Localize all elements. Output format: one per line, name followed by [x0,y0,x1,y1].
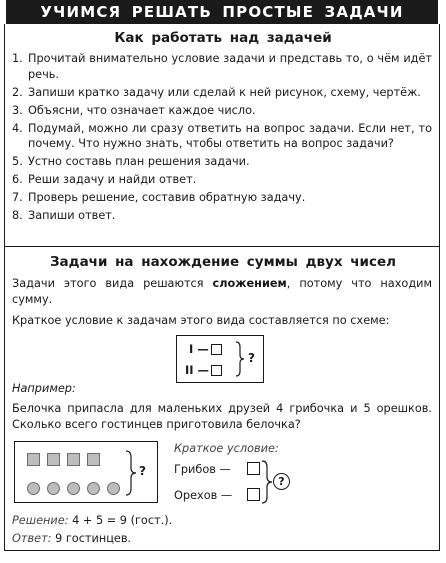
brace-icon [261,460,273,504]
empty-square [211,365,222,376]
mushroom-square [27,453,40,466]
empty-square [247,462,260,475]
list-item: 2. Запиши кратко задачу или сделай к ней рисунок, схему, чертёж. [12,85,421,99]
nut-circle [67,482,80,495]
schema-row-1: I — [189,342,222,356]
steps-list [12,51,432,226]
list-item: 3. Объясни, что означает каждое число. [12,103,256,117]
nut-circle [107,482,120,495]
page-title: УЧИМСЯ РЕШАТЬ ПРОСТЫЕ ЗАДАЧИ [6,0,438,24]
section-divider [5,246,439,247]
list-item: 7. Проверь решение, составив обратную задачу. [12,191,306,205]
list-item: 4. Подумай, можно ли сразу ответить на вопрос задачи. Если нет, то почему. Что нужно знать, чтобы ответить на вопрос задачи? [12,121,432,151]
mushroom-square [67,453,80,466]
question-mark: ? [139,464,146,478]
question-circle: ? [273,473,290,490]
empty-square [247,488,260,501]
solution-line: Решение: 4 + 5 = 9 (гост.). [12,514,173,527]
list-item: 6. Реши задачу и найди ответ. [12,173,197,187]
nut-circle [87,482,100,495]
mushroom-square [47,453,60,466]
problem-text: Белочка припасла для маленьких друзей 4 грибочка и 5 орешков. Сколько всего гостинцев приготовила белочка? [12,402,432,431]
empty-square [211,344,222,355]
schema-caption: Краткое условие к задачам этого вида составляется по схеме: [12,314,390,327]
list-item: 1. Прочитай внимательно условие задачи и представь то, о чём идёт речь. [12,52,432,81]
short-row-nuts: Орехов — [174,489,233,502]
intro-text: Задачи этого вида решаются сложением, потому что находим сумму. [12,277,433,306]
list-item: 8. Запиши ответ. [12,209,116,223]
question-mark: ? [248,351,255,365]
schema-row-2: II — [185,363,222,377]
example-label: Например: [12,382,76,395]
answer-line: Ответ: 9 гостинцев. [12,532,132,545]
schema-box [176,335,264,383]
mushroom-square [87,453,100,466]
section-heading-how-to-work: Как работать над задачей [114,30,332,46]
list-item: 5. Устно составь план решения задачи. [12,155,250,169]
short-condition-label: Краткое условие: [174,442,279,455]
short-row-mushrooms: Грибов — [174,463,231,476]
nut-circle [27,482,40,495]
problem-picture [14,441,158,503]
section-heading-sum: Задачи на нахождение суммы двух чисел [49,254,397,270]
brace-icon [235,341,245,377]
nut-circle [47,482,60,495]
brace-icon [125,450,137,496]
